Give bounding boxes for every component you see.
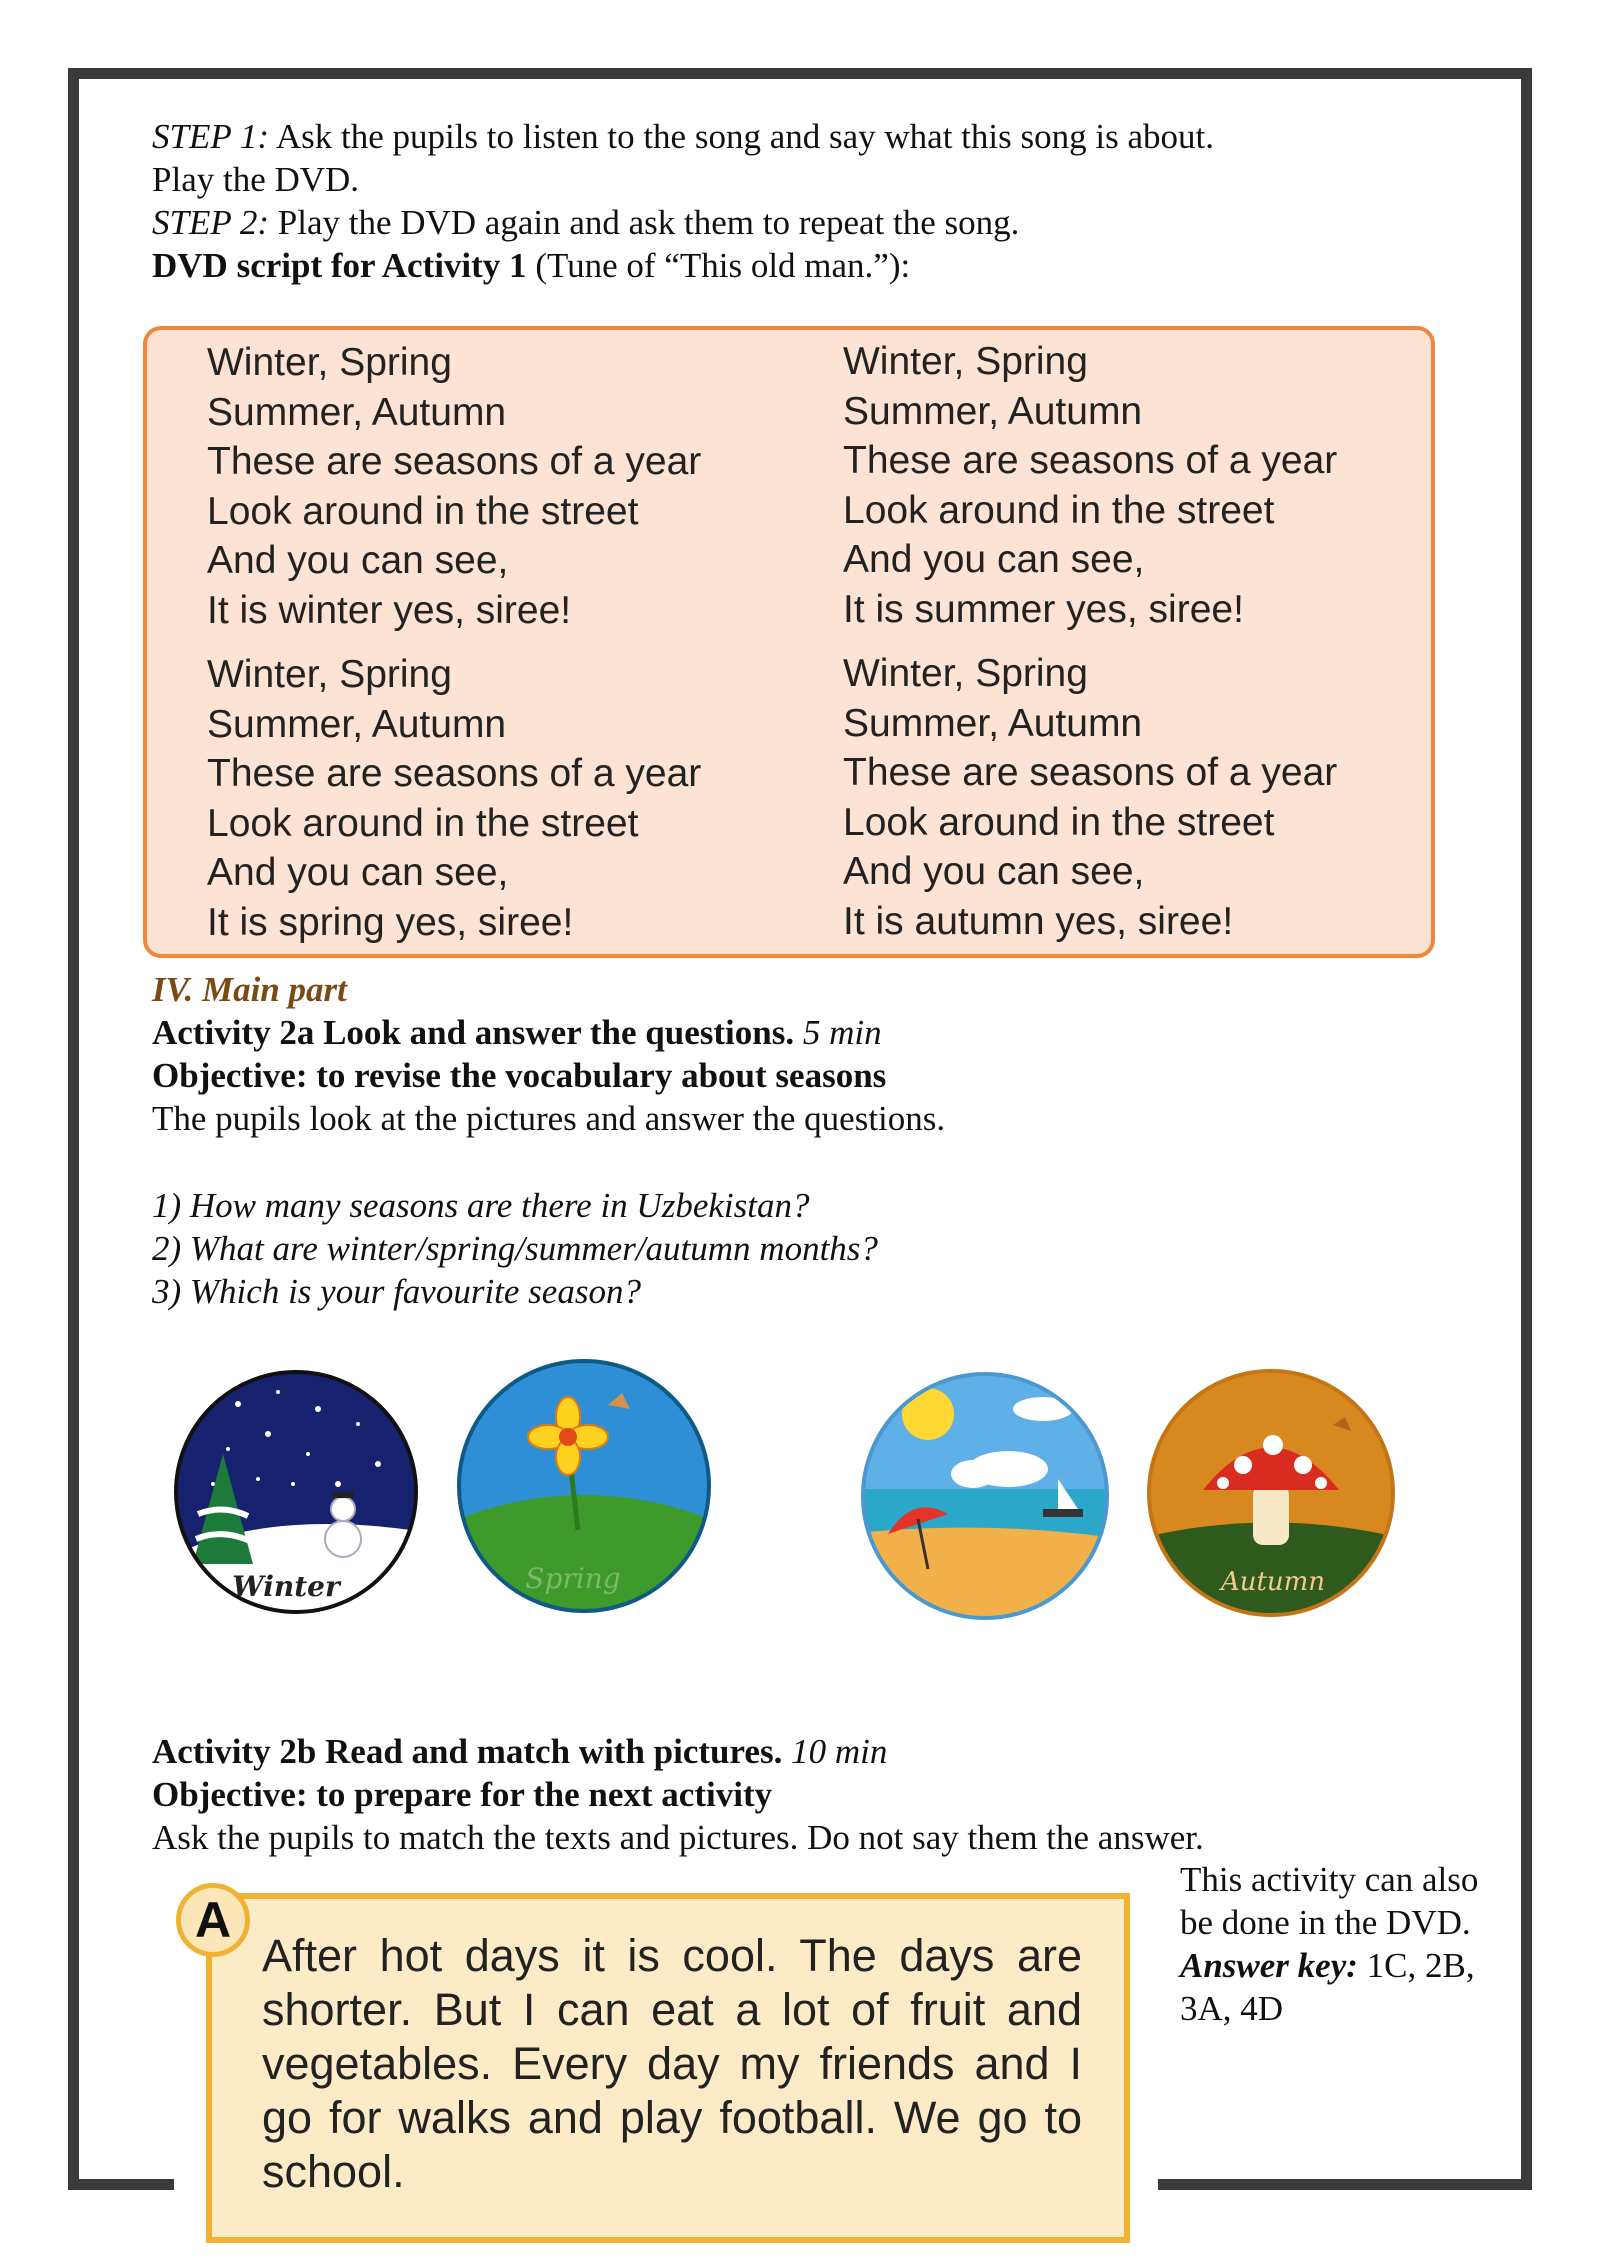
activity-2b-objective: Objective: to prepare for the next activity (152, 1775, 773, 1814)
verse-line: Look around in the street (843, 800, 1275, 844)
question-1: 1) How many seasons are there in Uzbekistan? (152, 1186, 810, 1225)
script-label: DVD script for Activity 1 (152, 246, 527, 285)
verse-line: And you can see, (207, 539, 509, 582)
play-dvd-line: Play the DVD. (152, 160, 360, 199)
script-line (152, 244, 910, 287)
answer-key-value: 1C, 2B, 3A, 4D (1180, 1946, 1475, 2028)
verse-line: These are seasons of a year (207, 752, 702, 795)
main-part-heading: IV. Main part (152, 970, 347, 1009)
verse-line: Summer, Autumn (843, 389, 1143, 433)
verse-line: Winter, Spring (843, 340, 1088, 383)
spring-label: Spring (525, 1562, 621, 1595)
card-a-text: After hot days it is cool. The days are shorter. But I can eat a lot of fruit and vegetables. Every day my friends and I go for walks and play football. We go to school. (262, 1930, 1082, 2197)
question-2: 2) What are winter/spring/summer/autumn months? (152, 1229, 878, 1268)
side-note-text: This activity can also be done in the DVD. (1180, 1860, 1479, 1942)
summer-picture (858, 1369, 1112, 1623)
verse-line: Winter, Spring (843, 652, 1088, 695)
step1-line (152, 115, 1214, 158)
activity-2b-title-line (152, 1730, 887, 1773)
winter-label: Winter (232, 1570, 340, 1603)
frame-bottom-left (68, 2179, 174, 2190)
verse-line: Look around in the street (843, 488, 1275, 532)
verse-line: Winter, Spring (207, 653, 452, 696)
activity-2a-time: 5 min (802, 1013, 882, 1052)
activity-2b-time: 10 min (791, 1732, 888, 1771)
verse-2 (843, 337, 1337, 634)
activity-2a-title: Activity 2a Look and answer the questions. (152, 1013, 795, 1052)
verse-line: Look around in the street (207, 489, 639, 533)
activity-2b-instruction: Ask the pupils to match the texts and pictures. Do not say them the answer. (152, 1818, 1204, 1857)
answer-key-label: Answer key: (1180, 1946, 1358, 1985)
verse-1 (207, 338, 701, 635)
autumn-label: Autumn (1220, 1567, 1326, 1597)
frame-bottom-right (1158, 2179, 1532, 2190)
side-note (1180, 1858, 1500, 2030)
verse-line: It is spring yes, siree! (207, 900, 574, 944)
verse-line: Winter, Spring (207, 341, 452, 384)
activity-2a-title-line (152, 1011, 882, 1054)
verse-4 (843, 649, 1337, 946)
verse-line: And you can see, (843, 850, 1145, 893)
step1-text: Ask the pupils to listen to the song and say what this song is about. (275, 117, 1214, 156)
verse-line: Summer, Autumn (207, 702, 507, 746)
text-card-a (206, 1893, 1130, 2243)
verse-line: It is winter yes, siree! (207, 588, 572, 632)
verse-line: Summer, Autumn (207, 390, 507, 434)
activity-2b-title: Activity 2b Read and match with pictures. (152, 1732, 783, 1771)
verse-3 (207, 650, 701, 947)
song-box (143, 326, 1435, 958)
verse-line: It is autumn yes, siree! (843, 899, 1234, 943)
autumn-picture (1143, 1365, 1399, 1621)
step1-label: STEP 1: (152, 117, 269, 156)
step2-text: Play the DVD again and ask them to repeat the song. (277, 203, 1020, 242)
verse-line: These are seasons of a year (207, 440, 702, 483)
winter-picture (168, 1364, 424, 1620)
answer-key (1180, 1944, 1500, 2030)
script-tune: (Tune of “This old man.”): (535, 246, 911, 285)
step2-line (152, 201, 1019, 244)
verse-line: Summer, Autumn (843, 701, 1143, 745)
step2-label: STEP 2: (152, 203, 269, 242)
verse-line: These are seasons of a year (843, 439, 1338, 482)
activity-2a-instruction: The pupils look at the pictures and answer the questions. (152, 1099, 946, 1138)
spring-picture (453, 1355, 715, 1617)
verse-line: These are seasons of a year (843, 751, 1338, 794)
activity-2a-objective: Objective: to revise the vocabulary about seasons (152, 1056, 887, 1095)
verse-line: It is summer yes, siree! (843, 587, 1244, 631)
verse-line: And you can see, (843, 538, 1145, 581)
question-3: 3) Which is your favourite season? (152, 1272, 641, 1311)
card-a-letter-badge: A (176, 1883, 250, 1957)
verse-line: Look around in the street (207, 801, 639, 845)
verse-line: And you can see, (207, 851, 509, 894)
